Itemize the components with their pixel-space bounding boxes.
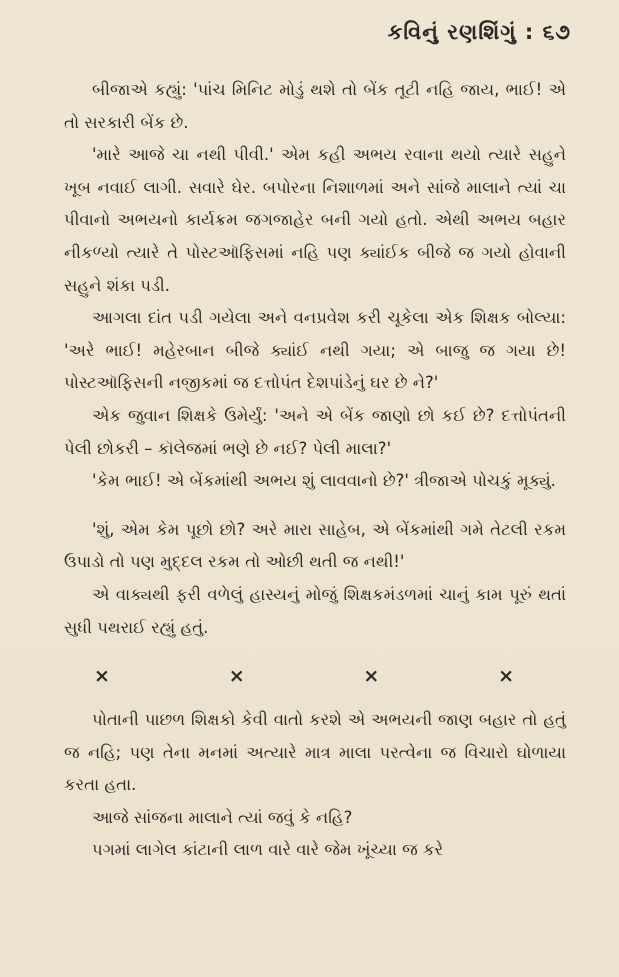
paragraph-6: 'શું, એમ કેમ પૂછો છો? અરે મારા સાહેબ, એ બેંકમાંથી ગમે તેટલી રકમ ઉપાડો તો પણ મુદ્દલ રકમ તો ઓછી થતી જ નથી!' (64, 519, 566, 572)
paragraph-10: પગમાં લાગેલ કાંટાની લાળ વારે વારે જેમ ખૂંચ્યા જ કરે (92, 840, 444, 860)
paragraph-1: બીજાએ કહ્યું: 'પાંચ મિનિટ મોડું થશે તો બેંક તૂટી નહિ જાય, ભાઈ! એ તો સરકારી બેંક છે. (64, 80, 566, 132)
running-head: કવિનું રણશિંગું : ૬૭ (387, 20, 571, 44)
paragraph-2: 'મારે આજે ચા નથી પીવી.' એમ કહી અભય રવાના થયો ત્યારે સહુને ખૂબ નવાઈ લાગી. સવારે ઘેર. બપોરના નિશાળમાં અને સાંજે માલાને ત્યાં ચા પીવાનો અભયનો કાર્યક્રમ જગજાહેર બની ગયો હતો. એથી અભય બહાર નીકળ્યો ત્યારે તે પોસ્ટઑફિસમાં નહિ પણ ક્યાંઈક બીજે જ ગયો હોવાની સહુને શંકા પડી. (64, 145, 566, 295)
separator-mark-2: × (228, 665, 245, 688)
paragraph-8: પોતાની પાછળ શિક્ષકો કેવી વાતો કરશે એ અભયની જાણ બહાર તો હતું જ નહિ; પણ તેના મનમાં અત્યારે માત્ર માલા પરત્વેના જ વિચારો ઘોળાયા કરતા હતા. (64, 710, 566, 795)
separator-mark-3: × (363, 665, 380, 688)
paragraph-5: 'કેમ ભાઈ! એ બેંકમાંથી અભય શું લાવવાનો છે?' ત્રીજાએ પોચકું મૂક્યું. (92, 471, 556, 491)
section-separator (94, 660, 514, 692)
paragraph-3: આગલા દાંત પડી ગયેલા અને વનપ્રવેશ કરી ચૂકેલા એક શિક્ષક બોલ્યા: 'અરે ભાઈ! મહેરબાન બીજે ક્યાંઈ નથી ગયા; એ બાજુ જ ગયા છે! પોસ્ટઑફિસની નજીકમાં જ દત્તોપંત દેશપાંડેનું ઘર છે ને?' (64, 308, 566, 393)
separator-mark-4: × (498, 665, 514, 688)
paragraph-7: એ વાક્યથી ફરી વળેલું હાસ્યનું મોજું શિક્ષકમંડળમાં ચાનું કામ પૂરું થતાં સુધી પથરાઈ રહ્યું હતું. (64, 584, 566, 637)
separator-mark-1: × (94, 665, 110, 688)
paragraph-9: આજે સાંજના માલાને ત્યાં જવું કે નહિ? (92, 807, 353, 827)
paragraph-4: એક જુવાન શિક્ષકે ઉમેર્યું: 'અને એ બેંક જાણો છો કઈ છે? દત્તોપંતની પેલી છોકરી – કૉલેજમાં ભણે છે નઈ? પેલી માલા?' (64, 405, 566, 458)
body-text (64, 74, 566, 867)
